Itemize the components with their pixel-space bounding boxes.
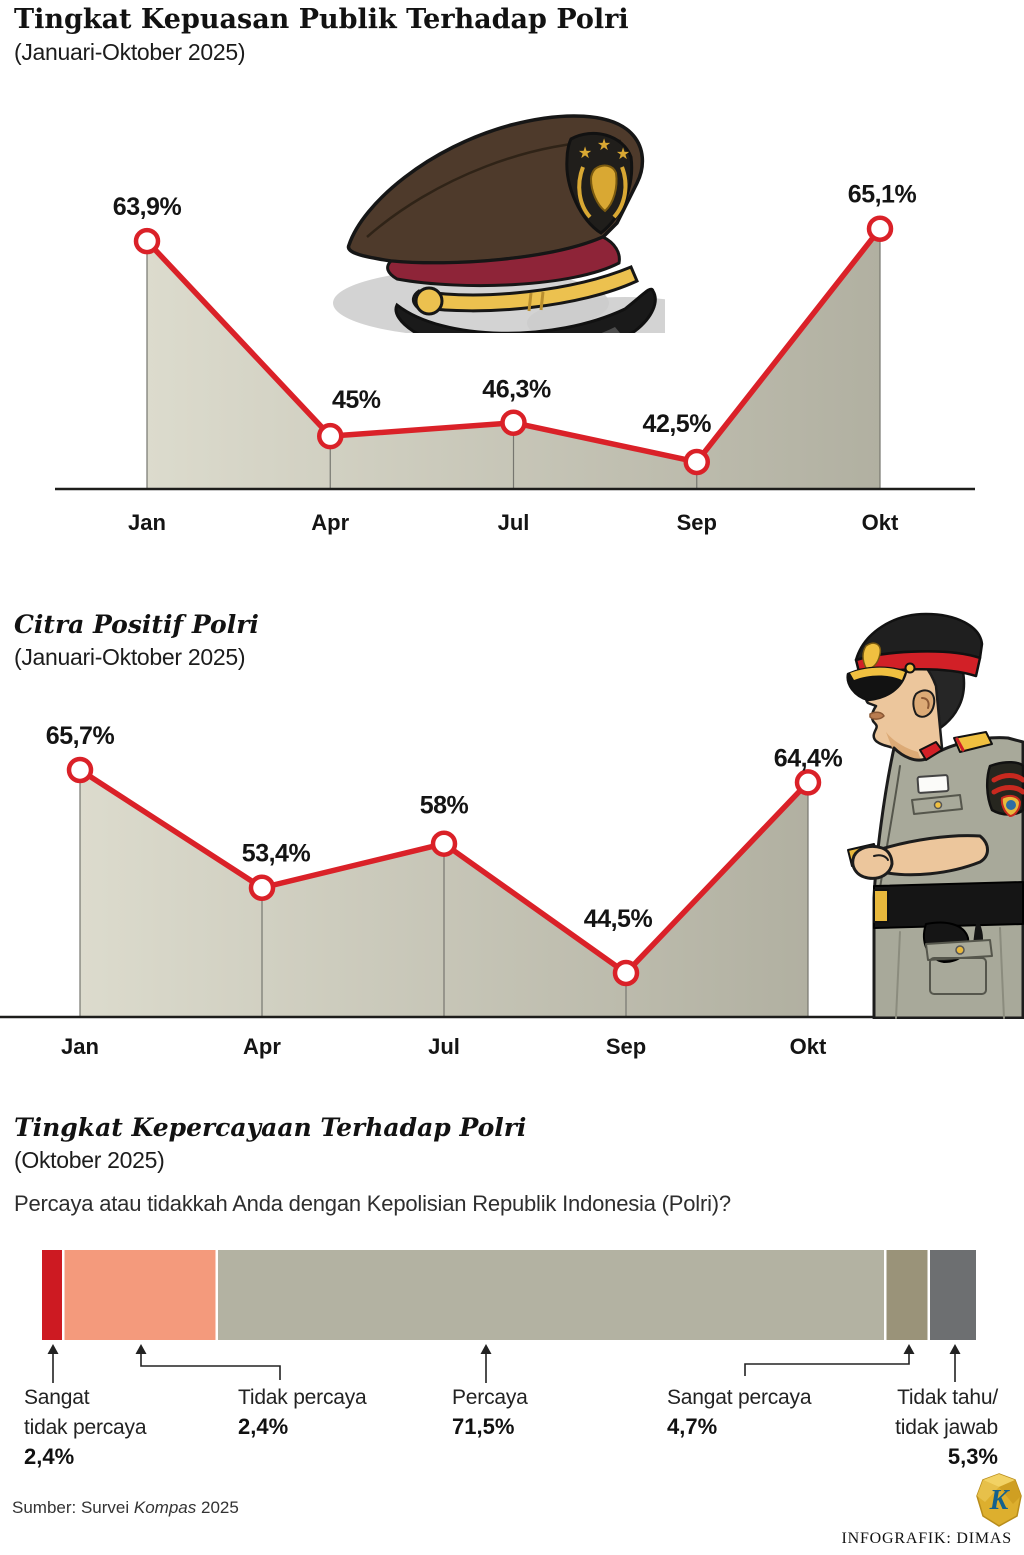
segment-percentage: 5,3% [947,1444,998,1469]
value-label: 45% [331,386,381,415]
data-point [433,833,455,855]
bar-segment-0 [42,1250,62,1340]
data-point [136,230,158,252]
officer-belt [874,882,1023,928]
value-label: 42,5% [642,409,711,438]
segment-label: Tidak tahu/ [897,1386,998,1409]
bar-connectors [48,1344,961,1383]
arrowhead-up [48,1344,59,1354]
officer-name-tag [917,775,948,793]
axis-label-month: Sep [605,1034,647,1059]
value-label: 64,4% [773,744,843,773]
chart2-title: Citra Positif Polri [14,610,259,639]
axis-label-month: Jul [497,510,530,535]
value-label: 65,1% [847,180,917,209]
data-point [319,425,341,447]
bar-segment-1 [65,1250,216,1340]
data-point [869,218,891,240]
segment-label: Sangat percaya [667,1386,812,1409]
stacked-bar-kepercayaan [42,1250,976,1340]
data-point [797,771,819,793]
data-point [686,451,708,473]
page-title: Tingkat Kepuasan Publik Terhadap Polri [14,4,629,35]
axis-label-month: Apr [243,1034,281,1059]
value-label: 58% [419,791,469,820]
segment-label: Percaya [452,1386,528,1409]
segment-percentage: 4,7% [667,1414,718,1439]
value-label: 65,7% [45,721,115,750]
hat-strap-button [416,288,442,314]
source-kompas: Kompas [133,1498,197,1517]
segment-label: Sangat [24,1386,90,1409]
arrowhead-up [136,1344,147,1354]
segment-percentage: 2,4% [238,1414,289,1439]
svg-text:★: ★ [615,144,631,163]
bar-segment-4 [930,1250,976,1340]
arrowhead-up [950,1344,961,1354]
connector-line [745,1354,909,1376]
data-point [503,412,525,434]
axis-label-month: Jan [61,1034,99,1059]
axis-label-month: Okt [861,510,899,535]
officer-lips [870,712,884,719]
value-label: 44,5% [583,904,653,933]
chart3-title: Tingkat Kepercayaan Terhadap Polri [14,1113,527,1142]
segment-label: tidak jawab [895,1416,998,1439]
svg-text:★: ★ [577,143,593,162]
arrowhead-up [904,1344,915,1354]
police-officer-illustration [830,598,1024,1019]
bar-segment-3 [887,1250,928,1340]
axis-label-month: Okt [789,1034,827,1059]
bar-segment-2 [218,1250,884,1340]
arrowhead-up [481,1344,492,1354]
axis-label-month: Apr [311,510,350,535]
officer-pocket-button [935,802,942,809]
survey-question: Percaya atau tidakkah Anda dengan Kepolisian Republik Indonesia (Polri)? [14,1191,731,1216]
connector-line [141,1354,280,1380]
segment-label: Tidak percaya [238,1386,367,1409]
source-suffix: 2025 [196,1498,239,1517]
segment-label: tidak percaya [24,1416,147,1439]
axis-label-month: Sep [676,510,717,535]
police-hat-illustration [333,95,665,333]
officer-hand [853,846,892,878]
kompas-logo [975,1472,1023,1528]
axis-label-month: Jan [128,510,166,535]
segment-percentage: 2,4% [24,1444,75,1469]
data-point [69,759,91,781]
bar-labels [24,1386,998,1469]
axis-label-month: Jul [428,1034,460,1059]
data-point [251,877,273,899]
credit-line: INFOGRAFIK: DIMAS [841,1530,1012,1547]
officer-patch-dot [1006,800,1016,810]
segment-percentage: 71,5% [452,1414,515,1439]
source-note [12,1498,239,1518]
logo-letter: K [989,1485,1009,1516]
value-label: 46,3% [482,375,551,404]
chart3-subtitle: (Oktober 2025) [14,1147,165,1173]
officer-belt-keeper [874,890,888,922]
officer-strap-button [906,664,915,673]
value-label: 63,9% [112,193,182,222]
page-subtitle: (Januari-Oktober 2025) [14,39,246,65]
officer-skirt-button [956,946,964,954]
officer-ear [913,690,934,716]
svg-text:★: ★ [596,135,612,154]
source-prefix: Sumber: Survei [12,1498,134,1517]
data-point [615,962,637,984]
value-label: 53,4% [241,839,311,868]
chart2-subtitle: (Januari-Oktober 2025) [14,644,246,670]
